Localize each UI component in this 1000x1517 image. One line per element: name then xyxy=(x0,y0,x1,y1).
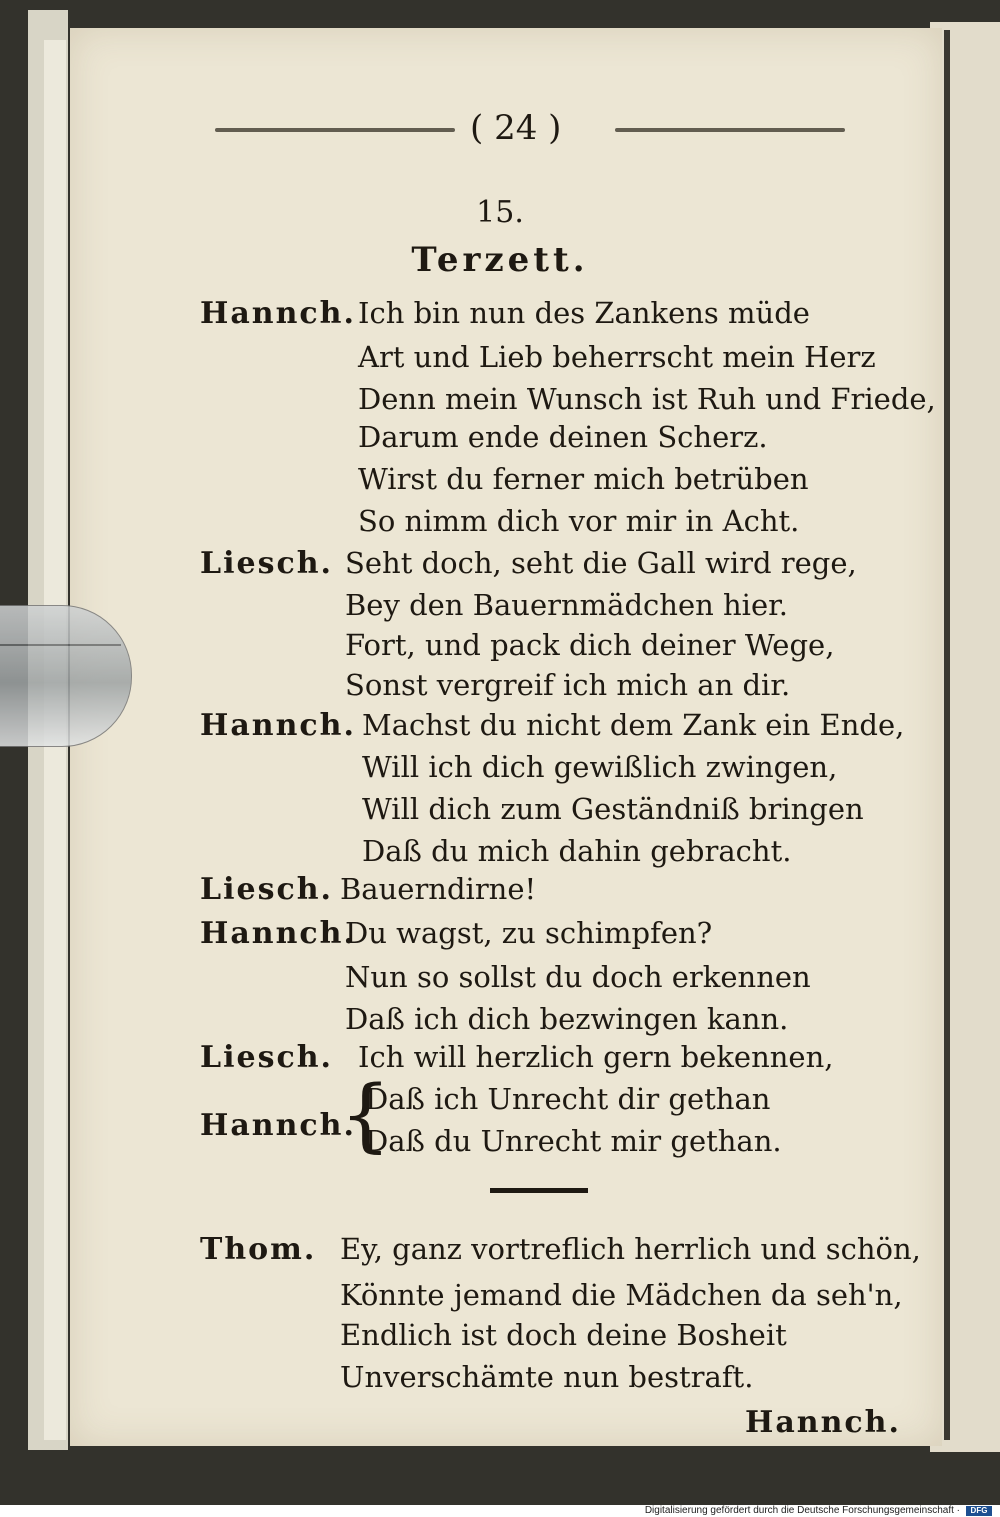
catchword: Hannch. xyxy=(745,1405,901,1440)
verse-line: Darum ende deinen Scherz. xyxy=(358,420,768,454)
verse-line: Nun so sollst du doch erkennen xyxy=(345,960,811,994)
verse-line: Sonst vergreif ich mich an dir. xyxy=(345,668,791,702)
verse-line: Ey, ganz vortreflich herrlich und schön, xyxy=(340,1232,921,1266)
speaker-name: Hannch. xyxy=(200,916,356,951)
header-ornament-right xyxy=(615,128,845,132)
verse-line: Seht doch, seht die Gall wird rege, xyxy=(345,546,857,580)
verse-line: Ich will herzlich gern bekennen, xyxy=(358,1040,834,1074)
footer-bar xyxy=(0,1505,1000,1517)
verse-line: Daß du Unrecht mir gethan. xyxy=(365,1124,782,1158)
brace-glyph: { xyxy=(340,1068,391,1161)
piece-title: Terzett. xyxy=(411,240,589,280)
speaker-name: Thom. xyxy=(200,1232,317,1267)
speaker-name: Liesch. xyxy=(200,1040,333,1075)
verse-line: Art und Lieb beherrscht mein Herz xyxy=(358,340,876,374)
verse-line: So nimm dich vor mir in Acht. xyxy=(358,504,800,538)
dfg-logo: DFG xyxy=(966,1506,992,1516)
verse-line: Machst du nicht dem Zank ein Ende, xyxy=(362,708,905,742)
speaker-name: Liesch. xyxy=(200,546,333,581)
verse-line: Denn mein Wunsch ist Ruh und Friede, xyxy=(358,382,936,416)
header-ornament-left xyxy=(215,128,455,132)
section-divider xyxy=(490,1188,588,1193)
verse-line: Ich bin nun des Zankens müde xyxy=(358,296,810,330)
page-number: ( 24 ) xyxy=(470,108,562,148)
verse-line: Bauerndirne! xyxy=(340,872,537,906)
speaker-name: Liesch. xyxy=(200,872,333,907)
speaker-name: Hannch. xyxy=(200,296,356,331)
verse-line: Wirst du ferner mich betrüben xyxy=(358,462,809,496)
page-clip xyxy=(0,605,132,747)
verse-line: Unverschämte nun bestraft. xyxy=(340,1360,754,1394)
funding-credit: Digitalisierung gefördert durch die Deutsche Forschungsgemeinschaft · xyxy=(644,1505,960,1516)
verse-line: Will dich zum Geständniß bringen xyxy=(362,792,864,826)
verse-line: Du wagst, zu schimpfen? xyxy=(345,916,713,950)
verse-line: Bey den Bauernmädchen hier. xyxy=(345,588,789,622)
piece-number: 15. xyxy=(476,195,524,230)
verse-line: Endlich ist doch deine Bosheit xyxy=(340,1318,787,1352)
verse-line: Daß ich Unrecht dir gethan xyxy=(365,1082,771,1116)
speaker-name: Hannch. xyxy=(200,1108,356,1143)
verse-line: Will ich dich gewißlich zwingen, xyxy=(362,750,838,784)
verse-line: Fort, und pack dich deiner Wege, xyxy=(345,628,835,662)
speaker-name: Hannch. xyxy=(200,708,356,743)
verse-line: Daß du mich dahin gebracht. xyxy=(362,834,792,868)
verse-line: Könnte jemand die Mädchen da seh'n, xyxy=(340,1278,903,1312)
verse-line: Daß ich dich bezwingen kann. xyxy=(345,1002,789,1036)
